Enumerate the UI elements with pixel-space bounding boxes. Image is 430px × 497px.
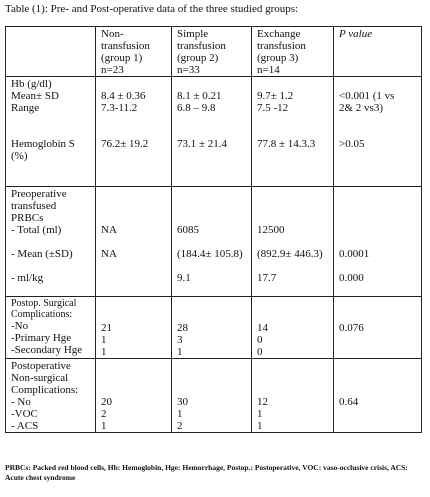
table-row-nonsurgical bbox=[6, 359, 422, 433]
header-p-value: P value bbox=[334, 27, 422, 77]
prbc-group-2-cell: 6085 (184.4± 105.8) 9.1 bbox=[172, 187, 252, 297]
header-row bbox=[6, 27, 422, 77]
nonsurgical-group-1-cell: 20 2 1 bbox=[96, 359, 172, 433]
prbc-group-3-cell: 12500 (892.9± 446.3) 17.7 bbox=[252, 187, 334, 297]
nonsurgical-group-3-cell: 12 1 1 bbox=[252, 359, 334, 433]
surgical-group-2-cell: 28 3 1 bbox=[172, 297, 252, 359]
header-empty-cell bbox=[6, 27, 96, 77]
nonsurgical-label-cell: Postoperative Non-surgical Complications: - No -VOC - ACS bbox=[6, 359, 96, 433]
table-caption: Table (1): Pre- and Post-operative data of the three studied groups: bbox=[5, 3, 299, 15]
header-group-1: Non- transfusion (group 1) n=23 bbox=[96, 27, 172, 77]
prbc-group-1-cell: NA NA bbox=[96, 187, 172, 297]
prbc-p-value-cell: 0.0001 0.000 bbox=[334, 187, 422, 297]
table-row-prbc bbox=[6, 187, 422, 297]
header-group-2: Simple transfusion (group 2) n=33 bbox=[172, 27, 252, 77]
nonsurgical-group-2-cell: 30 1 2 bbox=[172, 359, 252, 433]
prbc-label-cell: Preoperative transfused PRBCs - Total (ml) - Mean (±SD) - ml/kg bbox=[6, 187, 96, 297]
hb-group-2-cell: 8.1 ± 0.21 6.8 – 9.8 73.1 ± 21.4 bbox=[172, 77, 252, 187]
surgical-group-3-cell: 14 0 0 bbox=[252, 297, 334, 359]
data-table bbox=[5, 26, 422, 433]
nonsurgical-p-value-cell: 0.64 bbox=[334, 359, 422, 433]
surgical-label-cell: Postop. Surgical Complications: -No -Primary Hge -Secondary Hge bbox=[6, 297, 96, 359]
header-group-3: Exchange transfusion (group 3) n=14 bbox=[252, 27, 334, 77]
hb-label-cell: Hb (g/dl) Mean± SD Range Hemoglobin S (%) bbox=[6, 77, 96, 187]
table-footnote: PRBCs: Packed red blood cells, Hb: Hemoglobin, Hge: Hemorrhage, Postop.: Postoperative, VOC: vaso-occlusive crisis, ACS: Acute chest syndrome bbox=[5, 463, 408, 482]
hb-p-value-cell: <0.001 (1 vs 2& 2 vs3) >0.05 bbox=[334, 77, 422, 187]
surgical-p-value-cell: 0.076 bbox=[334, 297, 422, 359]
table-row-surgical bbox=[6, 297, 422, 359]
hb-group-3-cell: 9.7± 1.2 7.5 -12 77.8 ± 14.3.3 bbox=[252, 77, 334, 187]
hb-group-1-cell: 8.4 ± 0.36 7.3-11.2 76.2± 19.2 bbox=[96, 77, 172, 187]
table-row-hb bbox=[6, 77, 422, 187]
surgical-group-1-cell: 21 1 1 bbox=[96, 297, 172, 359]
